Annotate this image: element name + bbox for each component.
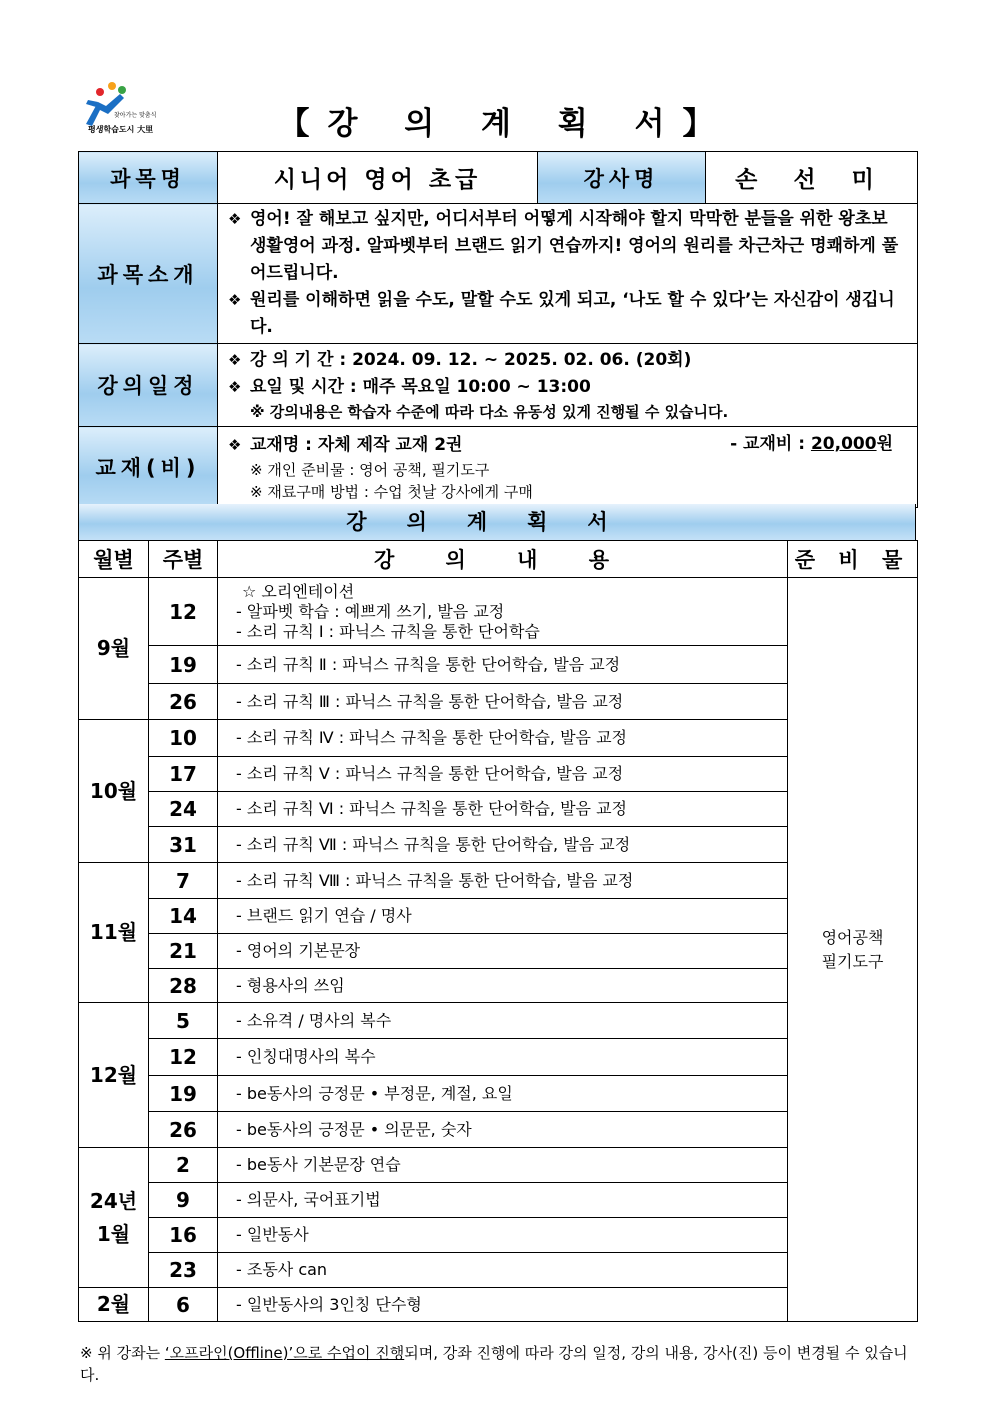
week-cell: 19 bbox=[149, 646, 218, 684]
col-month-header: 월별 bbox=[79, 541, 149, 578]
content-cell bbox=[218, 899, 788, 934]
week-cell: 2 bbox=[149, 1148, 218, 1183]
diamond-bullet-icon: ❖ bbox=[228, 378, 242, 396]
week-cell: 28 bbox=[149, 969, 218, 1003]
content-cell bbox=[218, 1076, 788, 1112]
content-line: - 소리 규칙 Ⅰ : 파닉스 규칙을 통한 단어학습 bbox=[236, 621, 540, 641]
instructor-label: 강사명 bbox=[538, 152, 706, 204]
content-cell bbox=[218, 1148, 788, 1183]
content-cell bbox=[218, 1003, 788, 1039]
content-line: - 알파벳 학습 : 예쁘게 쓰기, 발음 교정 bbox=[236, 601, 505, 621]
material-cell bbox=[218, 427, 918, 508]
content-line: - 소리 규칙 Ⅳ : 파닉스 규칙을 통한 단어학습, 발음 교정 bbox=[236, 728, 627, 747]
content-line: - be동사 기본문장 연습 bbox=[236, 1155, 401, 1174]
schedule-period: ❖ 강 의 기 간 : 2024. 09. 12. ~ 2025. 02. 06. (20회) bbox=[226, 347, 909, 374]
month-label: 1월 bbox=[96, 1221, 131, 1246]
content-line: - be동사의 긍정문 • 의문문, 숫자 bbox=[236, 1119, 472, 1139]
prep-item: 필기도구 bbox=[821, 951, 884, 971]
content-cell bbox=[218, 934, 788, 969]
content-cell bbox=[218, 646, 788, 684]
content-line: - 소리 규칙 Ⅷ : 파닉스 규칙을 통한 단어학습, 발음 교정 bbox=[236, 870, 634, 890]
logo-tagline: 찾아가는 맞춤식 bbox=[114, 112, 157, 119]
month-label: 12월 bbox=[89, 1062, 138, 1087]
content-line: ☆ 오리엔테이션 bbox=[242, 581, 355, 601]
month-label: 9월 bbox=[96, 636, 131, 660]
col-content-header: 강 의 내 용 bbox=[218, 541, 788, 578]
week-cell: 9 bbox=[149, 1183, 218, 1218]
month-cell bbox=[79, 1288, 149, 1322]
content-cell bbox=[218, 1112, 788, 1148]
week-cell: 31 bbox=[149, 827, 218, 863]
content-line: - 소리 규칙 Ⅵ : 파닉스 규칙을 통한 단어학습, 발음 교정 bbox=[236, 799, 627, 818]
schedule-label: 강의일정 bbox=[79, 344, 218, 427]
diamond-bullet-icon: ❖ bbox=[228, 210, 242, 228]
month-cell bbox=[79, 1148, 149, 1288]
content-cell bbox=[218, 863, 788, 899]
diamond-bullet-icon: ❖ bbox=[228, 351, 242, 369]
content-line: - be동사의 긍정문 • 부정문, 계절, 요일 bbox=[236, 1083, 513, 1103]
week-cell: 26 bbox=[149, 1112, 218, 1148]
week-cell: 6 bbox=[149, 1288, 218, 1322]
content-line: - 의문사, 국어표기법 bbox=[236, 1190, 381, 1209]
content-cell bbox=[218, 578, 788, 646]
content-line: - 브랜드 읽기 연습 / 명사 bbox=[236, 906, 412, 925]
diamond-bullet-icon: ❖ bbox=[228, 291, 242, 309]
material-note-2: ※ 재료구매 방법 : 수업 첫날 강사에게 구매 bbox=[250, 482, 533, 501]
logo-name: 평생학습도시 大里 bbox=[88, 125, 154, 134]
week-cell: 16 bbox=[149, 1218, 218, 1253]
content-cell bbox=[218, 827, 788, 863]
content-line: - 소리 규칙 Ⅱ : 파닉스 규칙을 통한 단어학습, 발음 교정 bbox=[236, 654, 621, 674]
course-info-table bbox=[78, 151, 918, 508]
content-cell bbox=[218, 1253, 788, 1288]
content-cell bbox=[218, 792, 788, 827]
content-line: - 형용사의 쓰임 bbox=[236, 975, 345, 995]
content-line: - 일반동사의 3인칭 단수형 bbox=[236, 1294, 422, 1314]
lecture-plan-table bbox=[78, 540, 918, 1322]
week-cell: 19 bbox=[149, 1076, 218, 1112]
week-cell: 14 bbox=[149, 899, 218, 934]
content-cell bbox=[218, 757, 788, 792]
schedule-cell bbox=[218, 344, 918, 427]
plan-section-title: 강의계획서 bbox=[78, 504, 916, 541]
col-week-header: 주별 bbox=[149, 541, 218, 578]
col-prep-header: 준 비 물 bbox=[788, 541, 918, 578]
material-label: 교재(비) bbox=[79, 427, 218, 508]
intro-item: ❖ 원리를 이해하면 읽을 수도, 말할 수도 있게 되고, ‘나도 할 수 있다’는 자신감이 생깁니다. bbox=[226, 287, 905, 341]
month-cell bbox=[79, 1003, 149, 1148]
intro-label: 과목소개 bbox=[79, 204, 218, 344]
week-cell: 12 bbox=[149, 578, 218, 646]
week-cell: 12 bbox=[149, 1039, 218, 1076]
content-line: - 소리 규칙 Ⅲ : 파닉스 규칙을 통한 단어학습, 발음 교정 bbox=[236, 691, 624, 711]
month-label: 24년 bbox=[89, 1188, 138, 1213]
week-cell: 5 bbox=[149, 1003, 218, 1039]
diamond-bullet-icon: ❖ bbox=[228, 435, 242, 454]
week-cell: 26 bbox=[149, 684, 218, 720]
material-fee: - 교재비 : 20,000원 bbox=[730, 434, 893, 454]
week-cell: 21 bbox=[149, 934, 218, 969]
course-label: 과목명 bbox=[79, 152, 218, 204]
week-cell: 10 bbox=[149, 720, 218, 757]
prep-item: 영어공책 bbox=[821, 927, 884, 947]
content-cell bbox=[218, 684, 788, 720]
month-label: 11월 bbox=[89, 920, 138, 944]
instructor-name: 손 선 미 bbox=[706, 152, 918, 204]
content-line: - 일반동사 bbox=[236, 1225, 309, 1244]
content-line: - 인칭대명사의 복수 bbox=[236, 1047, 376, 1066]
content-cell bbox=[218, 1288, 788, 1322]
intro-item: ❖ 영어! 잘 해보고 싶지만, 어디서부터 어떻게 시작해야 할지 막막한 분들을 위한 왕초보 생활영어 과정. 알파벳부터 브랜드 읽기 연습까지! 영어의 원리를 차근차근 명쾌하게 풀어드립니다. bbox=[226, 206, 905, 287]
month-cell bbox=[79, 720, 149, 863]
intro-cell bbox=[218, 204, 918, 344]
schedule-note: ※ 강의내용은 학습자 수준에 따라 다소 유동성 있게 진행될 수 있습니다. bbox=[250, 403, 729, 421]
content-cell bbox=[218, 1183, 788, 1218]
week-cell: 24 bbox=[149, 792, 218, 827]
month-cell bbox=[79, 863, 149, 1003]
content-line: - 소리 규칙 Ⅶ : 파닉스 규칙을 통한 단어학습, 발음 교정 bbox=[236, 834, 631, 854]
course-name: 시니어 영어 초급 bbox=[218, 152, 538, 204]
content-line: - 영어의 기본문장 bbox=[236, 941, 361, 960]
week-cell: 17 bbox=[149, 757, 218, 792]
month-cell bbox=[79, 578, 149, 720]
footer-note: ※ 위 강좌는 ‘오프라인(Offline)’으로 수업이 진행되며, 강좌 진행에 따라 강의 일정, 강의 내용, 강사(진) 등이 변경될 수 있습니다. bbox=[80, 1344, 908, 1384]
content-cell bbox=[218, 1218, 788, 1253]
month-label: 2월 bbox=[96, 1292, 131, 1316]
content-cell bbox=[218, 720, 788, 757]
month-label: 10월 bbox=[89, 778, 138, 803]
table-row bbox=[79, 578, 918, 646]
prep-cell bbox=[788, 578, 918, 1322]
content-line: - 소유격 / 명사의 복수 bbox=[236, 1010, 392, 1030]
content-line: - 소리 규칙 Ⅴ : 파닉스 규칙을 통한 단어학습, 발음 교정 bbox=[236, 764, 624, 783]
material-name: ❖ 교재명 : 자체 제작 교재 2권 bbox=[226, 432, 909, 459]
week-cell: 23 bbox=[149, 1253, 218, 1288]
content-cell bbox=[218, 1039, 788, 1076]
material-note-1: ※ 개인 준비물 : 영어 공책, 필기도구 bbox=[250, 460, 490, 479]
page-title: 【강 의 계 획 서】 bbox=[278, 106, 732, 142]
schedule-time: ❖ 요일 및 시간 : 매주 목요일 10:00 ~ 13:00 bbox=[226, 374, 909, 401]
week-cell: 7 bbox=[149, 863, 218, 899]
content-line: - 조동사 can bbox=[236, 1260, 328, 1279]
content-cell bbox=[218, 969, 788, 1003]
